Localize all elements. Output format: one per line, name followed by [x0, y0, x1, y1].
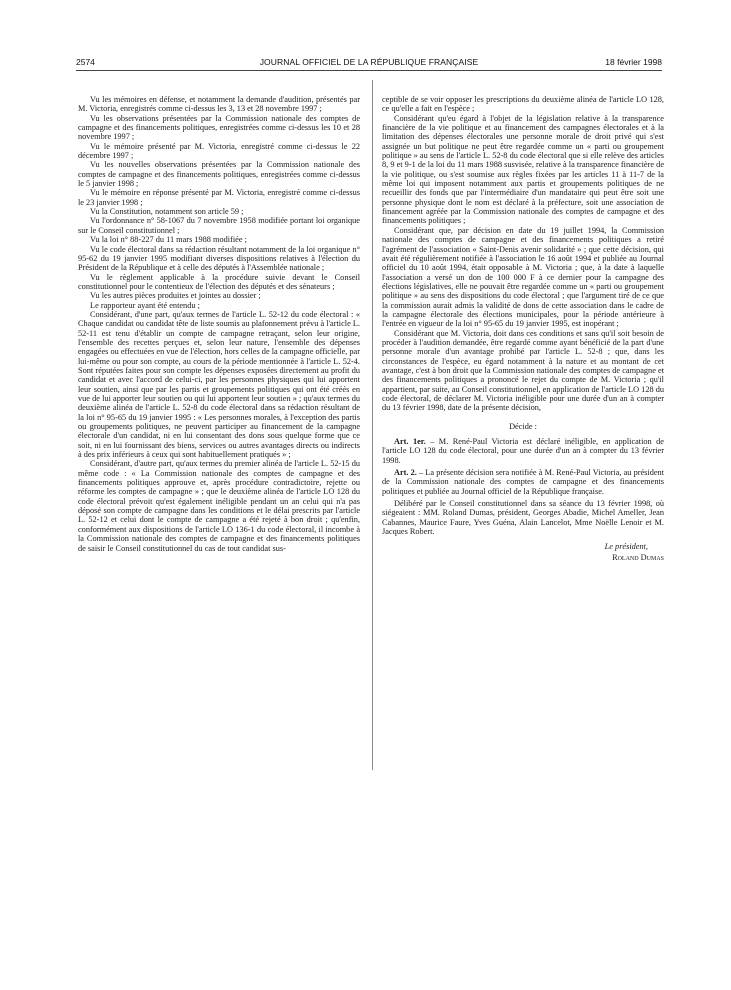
- paragraph: Considérant que M. Victoria, doit dans ces conditions et sans qu'il soit besoin de procéder à l'audition demandée, être regardé comme ayant bénéficié de la part d'une personne morale d'un avantage prohibé par l'article L. 52-8 ; que, dans les circonstances de l'espèce, eu égard notamment à la nature et au montant de cet avantage, c'est à bon droit que la Commission nationale des comptes de campagne et des financements politiques a prononcé le rejet du compte de M. Victoria ; qu'il appartient, par suite, au Conseil constitutionnel, en application de l'article LO 128 du code électoral, de déclarer M. Victoria inéligible pour une durée d'un an à compter du 13 février 1998, date de la présente décision,: [382, 328, 664, 413]
- paragraph: Vu le mémoire en réponse présenté par M. Victoria, enregistré comme ci-dessus le 23 janvier 1998 ;: [78, 188, 360, 207]
- paragraph: Vu la Constitution, notamment son article 59 ;: [90, 207, 244, 217]
- header-rule: [76, 70, 662, 71]
- article-2: [382, 468, 664, 496]
- column-divider: [372, 80, 373, 770]
- paragraph: Vu les mémoires en défense, et notamment la demande d'audition, présentés par M. Victoria, enregistrés comme ci-dessus les 3, 13 et 28 novembre 1997 ;: [78, 95, 360, 114]
- paragraph: ceptible de se voir opposer les prescriptions du deuxième alinéa de l'article LO 128, ce qu'elle a fait en l'espèce ;: [382, 95, 664, 114]
- paragraph: Considérant, d'autre part, qu'aux termes du premier alinéa de l'article L. 52-15 du même code : « La Commission nationale des comptes de campagne et des financements politiques approuve et, après procédure contradictoire, rejette ou réforme les comptes de campagne » ; que le deuxième alinéa de l'article LO 128 du code électoral prévoit qu'est également inéligible pendant un an celui qui n'a pas déposé son compte de campagne dans les conditions et le délai prescrits par l'article L. 52-12 et celui dont le compte de campagne a été rejeté à bon droit ; qu'enfin, conformément aux dispositions de l'article LO 136-1 du code électoral, il incombe à la Commission nationale des comptes de campagne et des financements politiques de saisir le Conseil constitutionnel du cas de tout candidat sus-: [78, 459, 360, 553]
- page-header: [76, 57, 662, 71]
- article-2-label: Art. 2.: [394, 468, 417, 478]
- deliberation: Délibéré par le Conseil constitutionnel dans sa séance du 13 février 1998, où siégeaient : MM. Roland Dumas, président, Georges Abadie, Michel Ameller, Jean Cabannes, Maurice Faure, Yves Guéna, Alain Lancelot, Mme Noëlle Lenoir et M. Jacques Robert.: [382, 499, 664, 537]
- page-number: 2574: [76, 57, 95, 67]
- paragraph: Considérant, d'une part, qu'aux termes de l'article L. 52-12 du code électoral : « Chaque candidat ou candidat tête de liste soumis au plafonnement prévu à l'article L. 52-11 est tenu d'établir un compte de campagne retraçant, selon leur origine, l'ensemble des recettes perçues et, selon leur nature, l'ensemble des dépenses engagées ou effectuées en vue de l'élection, hors celles de la campagne officielle, par lui-même ou pour son compte, au cours de la période mentionnée à l'article L. 52-4. Sont réputées faites pour son compte les dépenses exposées directement au profit du candidat et avec l'accord de celui-ci, par les personnes physiques qui lui apportent leur soutien, ainsi que par les partis et groupements politiques qui ont été créés en vue de lui apporter leur soutien ou qui lui apportent leur soutien » ; qu'aux termes du deuxième alinéa de l'article L. 52-8 du code électoral dans sa rédaction résultant de la loi n° 95-65 du 19 janvier 1995 : « Les personnes morales, à l'exception des partis ou groupements politiques, ne peuvent participer au financement de la campagne électorale d'un candidat, ni en lui consentant des dons sous quelque forme que ce soit, ni en lui fournissant des biens, services ou autres avantages directs ou indirects à des prix inférieurs à ceux qui sont habituellement pratiqués » ;: [78, 309, 360, 460]
- paragraph: Vu les nouvelles observations présentées par la Commission nationale des comptes de campagne et des financements politiques, enregistrées comme ci-dessus le 5 janvier 1998 ;: [78, 160, 360, 189]
- paragraph: Considérant que, par décision en date du 19 juillet 1994, la Commission nationale des comptes de campagne et des financements politiques a retiré l'agrément de l'association « Saint-Denis avenir solidarité » ; que cette décision, qui avait été régulièrement notifiée à l'association le 16 août 1994 et publiée au Journal officiel du 10 août 1994, était opposable à M. Victoria ; que, à la date à laquelle l'association a versé un don de 100 000 F à ce dernier pour la campagne des élections législatives, elle ne pouvait être regardée comme un « parti ou groupement politique » au sens des dispositions du code électoral ; que l'argument tiré de ce que la commission aurait admis la validité de dons de cette association dans le cadre de la campagne électorale des élections municipales, pour la période antérieure à l'entrée en vigueur de la loi n° 95-65 du 19 janvier 1995, est inopérant ;: [382, 225, 664, 329]
- paragraph: Vu le règlement applicable à la procédure suivie devant le Conseil constitutionnel pour le contentieux de l'élection des députés et des sénateurs ;: [78, 272, 360, 291]
- signature-role: Le président,: [604, 542, 648, 552]
- paragraph: Considérant qu'eu égard à l'objet de la législation relative à la transparence financière de la vie politique et au financement des campagnes électorales et à la limitation des dépenses électorales une personne morale de droit privé qui s'est assignée un but politique ne peut être regardée comme un « parti ou groupement politique » au sens de l'article L. 52-8 du code électoral que si elle relève des articles 8, 9 et 9-1 de la loi du 11 mars 1988 susvisée, relative à la transparence financière de la vie politique, ou s'est soumise aux règles fixées par les articles 11 à 11-7 de la même loi qui imposent notamment aux partis et groupements politiques de ne recueillir des fonds que par l'intermédiaire d'un mandataire qui peut être soit une personne physique dont le nom est déclaré à la préfecture, soit une association de financement agréée par la Commission nationale des comptes de campagne et des financements politiques ;: [382, 113, 664, 226]
- paragraph: Vu les autres pièces produites et jointes au dossier ;: [90, 291, 261, 301]
- signature-block: [382, 542, 664, 551]
- paragraph: Vu le code électoral dans sa rédaction résultant notamment de la loi organique n° 95-62 du 19 janvier 1995 modifiant diverses dispositions relatives à l'élection du Président de la République et à celle des députés à l'Assemblée nationale ;: [78, 244, 360, 273]
- paragraph: Vu la loi n° 88-227 du 11 mars 1988 modifiée ;: [90, 235, 247, 245]
- journal-title: JOURNAL OFFICIEL DE LA RÉPUBLIQUE FRANÇAISE: [259, 57, 479, 67]
- article-2-text: – La présente décision sera notifiée à M. René-Paul Victoria, au président de la Commission nationale des comptes de campagne et des financements politiques et publiée au Journal officiel de la République française.: [382, 468, 664, 496]
- paragraph: Vu les observations présentées par la Commission nationale des comptes de campagne et des financements politiques, enregistrées comme ci-dessus les 10 et 28 novembre 1997 ;: [78, 113, 360, 142]
- right-column: [382, 95, 664, 562]
- paragraph: Le rapporteur ayant été entendu ;: [90, 300, 200, 310]
- paragraph: Vu le mémoire présenté par M. Victoria, enregistré comme ci-dessus le 22 décembre 1997 ;: [78, 141, 360, 161]
- article-1: [382, 437, 664, 465]
- signature-name-line: [382, 553, 664, 562]
- signature-name: Roland Dumas: [612, 552, 664, 562]
- decision-heading: Décide :: [509, 421, 537, 431]
- paragraph: Vu l'ordonnance n° 58-1067 du 7 novembre 1958 modifiée portant loi organique sur le Conseil constitutionnel ;: [78, 216, 360, 235]
- left-column: [78, 95, 360, 553]
- article-1-label: Art. 1er.: [394, 437, 426, 447]
- article-1-text: – M. René-Paul Victoria est déclaré inéligible, en application de l'article LO 128 du code électoral, pour une durée d'un an à compter du 13 février 1998.: [382, 437, 664, 465]
- issue-date: 18 février 1998: [605, 57, 662, 67]
